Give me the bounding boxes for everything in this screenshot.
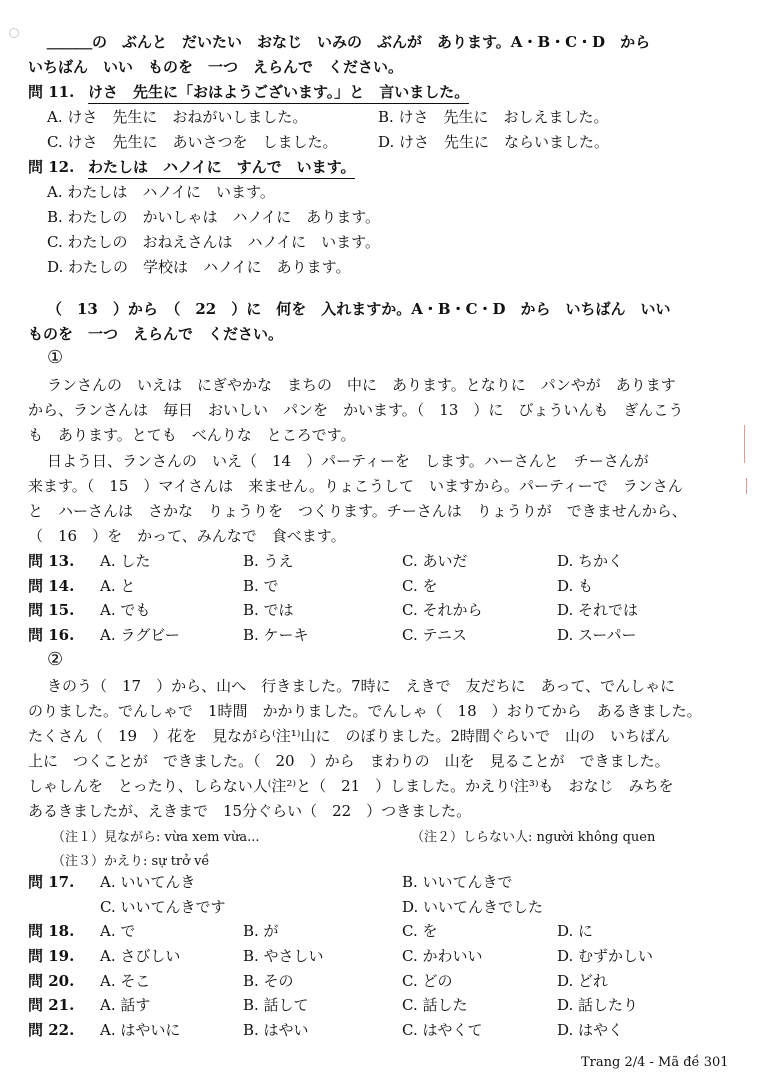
page-footer: Trang 2/4 - Mã đề 301 [581,1055,729,1070]
option-d: D. に [557,922,594,940]
option-c: C. かわいい [402,947,483,965]
option-d: D. いいてんきでした [402,898,544,916]
question-number: 問 11. [28,83,75,101]
option-b: B. では [243,601,294,619]
option-d: D. けさ 先生に ならいました。 [378,133,610,151]
option-a: A. そこ [100,972,151,990]
option-c: C. テニス [402,626,467,644]
option-a: A. と [100,577,136,595]
passage-line: しゃしんを とったり、しらない人⁽注²⁾と（ 21 ）しました。かえり⁽注³⁾も おなじ みちを [28,777,674,795]
option-b: B. で [243,577,279,595]
option-d: D. も [557,577,594,595]
question-number: 問 12. [28,158,75,176]
passage-line: 日よう日、ランさんの いえ（ 14 ）パーティーを します。ハーさんと チーさんが [47,452,649,470]
question-stem: けさ 先生に「おはようございます。」と 言いました。 [88,82,469,104]
passage-line: たくさん（ 19 ）花を 見ながら⁽注¹⁾山に のぼりました。2時間ぐらいで 山の いちばん [28,727,671,745]
passage-line: きのう（ 17 ）から、山へ 行きました。7時に えきで 友だちに あって、でんしゃに [47,677,676,695]
option-a: A. した [100,552,151,570]
option-c: C. を [402,922,438,940]
passage-line: のりました。でんしゃで 1時間 かかりました。でんしゃ（ 18 ）おりてから あるきました。 [28,702,702,720]
section-instruction-line-1: （ 13 ）から （ 22 ）に 何を 入れますか。A・B・C・D から いちばん いい [47,300,671,318]
passage-marker: ② [47,649,64,670]
option-b: B. はやい [243,1021,309,1039]
question-number: 問 15. [28,601,75,619]
question-number: 問 14. [28,577,75,595]
option-a: A. でも [100,601,151,619]
passage-line: も あります。とても べんりな ところです。 [28,426,356,444]
option-a: A. さびしい [100,947,181,965]
option-d: D. どれ [557,972,609,990]
option-b: B. その [243,972,294,990]
passage-line: と ハーさんは さかな りょうりを つくります。チーさんは りょうりが できませんから、 [28,502,687,520]
option-c: C. いいてんきです [100,898,226,916]
question-number: 問 22. [28,1021,75,1039]
option-b: B. けさ 先生に おしえました。 [378,108,609,126]
option-b: B. いいてんきで [402,873,513,891]
option-a: A. で [100,922,136,940]
option-a: A. いいてんき [100,873,196,891]
passage-line: から、ランさんは 毎日 おいしい パンを かいます。（ 13 ）に びょういんも ぎんこう [28,401,684,419]
option-c: C. を [402,577,438,595]
option-b: B. 話して [243,996,309,1014]
option-a: A. けさ 先生に おねがいしました。 [47,108,308,126]
option-c: C. どの [402,972,453,990]
option-a: A. わたしは ハノイに います。 [47,183,275,201]
option-c: C. あいだ [402,552,468,570]
option-a: A. ラグビー [100,626,180,644]
footnote: （注２）しらない人: người không quen [411,830,656,845]
option-b: B. やさしい [243,947,324,965]
option-d: D. ちかく [557,552,624,570]
passage-marker: ① [47,347,64,368]
question-number: 問 17. [28,873,75,891]
instruction-line-2: いちばん いい ものを 一つ えらんで ください。 [28,58,404,76]
option-a: A. はやいに [100,1021,181,1039]
option-c: C. それから [402,601,483,619]
option-d: D. はやく [557,1021,624,1039]
option-c: C. はやくて [402,1021,483,1039]
option-b: B. ケーキ [243,626,309,644]
option-c: C. 話した [402,996,468,1014]
instruction-line-1: ＿＿＿の ぶんと だいたい おなじ いみの ぶんが あります。A・B・C・D から [47,33,651,51]
option-d: D. わたしの 学校は ハノイに あります。 [47,258,351,276]
option-c: C. けさ 先生に あいさつを しました。 [47,133,338,151]
question-number: 問 16. [28,626,75,644]
question-stem: わたしは ハノイに すんで います。 [88,157,355,179]
option-b: B. うえ [243,552,294,570]
scan-mark [9,28,19,38]
section-instruction-line-2: ものを 一つ えらんで ください。 [28,325,284,343]
footnote: （注１）見ながら: vừa xem vừa... [52,830,260,845]
question-number: 問 13. [28,552,75,570]
option-d: D. むずかしい [557,947,654,965]
footnote: （注３）かえり: sự trở về [52,854,210,869]
question-number: 問 19. [28,947,75,965]
question-number: 問 20. [28,972,75,990]
scan-mark [746,478,753,494]
option-b: B. が [243,922,279,940]
passage-line: 来ます。（ 15 ）マイさんは 来ません。りょこうして いますから。パーティーで ランさん [28,477,683,495]
passage-line: 上に つくことが できました。（ 20 ）から まわりの 山を 見ることが できました。 [28,752,670,770]
scan-mark [744,425,751,463]
passage-line: ランさんの いえは にぎやかな まちの 中に あります。となりに パンやが あります [47,376,676,394]
option-a: A. 話す [100,996,151,1014]
passage-line: あるきましたが、えきまで 15分ぐらい（ 22 ）つきました。 [28,802,472,820]
passage-line: （ 16 ）を かって、みんなで 食べます。 [28,527,346,545]
option-c: C. わたしの おねえさんは ハノイに います。 [47,233,380,251]
option-d: D. スーパー [557,626,637,644]
question-number: 問 18. [28,922,75,940]
option-d: D. 話したり [557,996,639,1014]
question-number: 問 21. [28,996,75,1014]
option-d: D. それでは [557,601,639,619]
option-b: B. わたしの かいしゃは ハノイに あります。 [47,208,381,226]
